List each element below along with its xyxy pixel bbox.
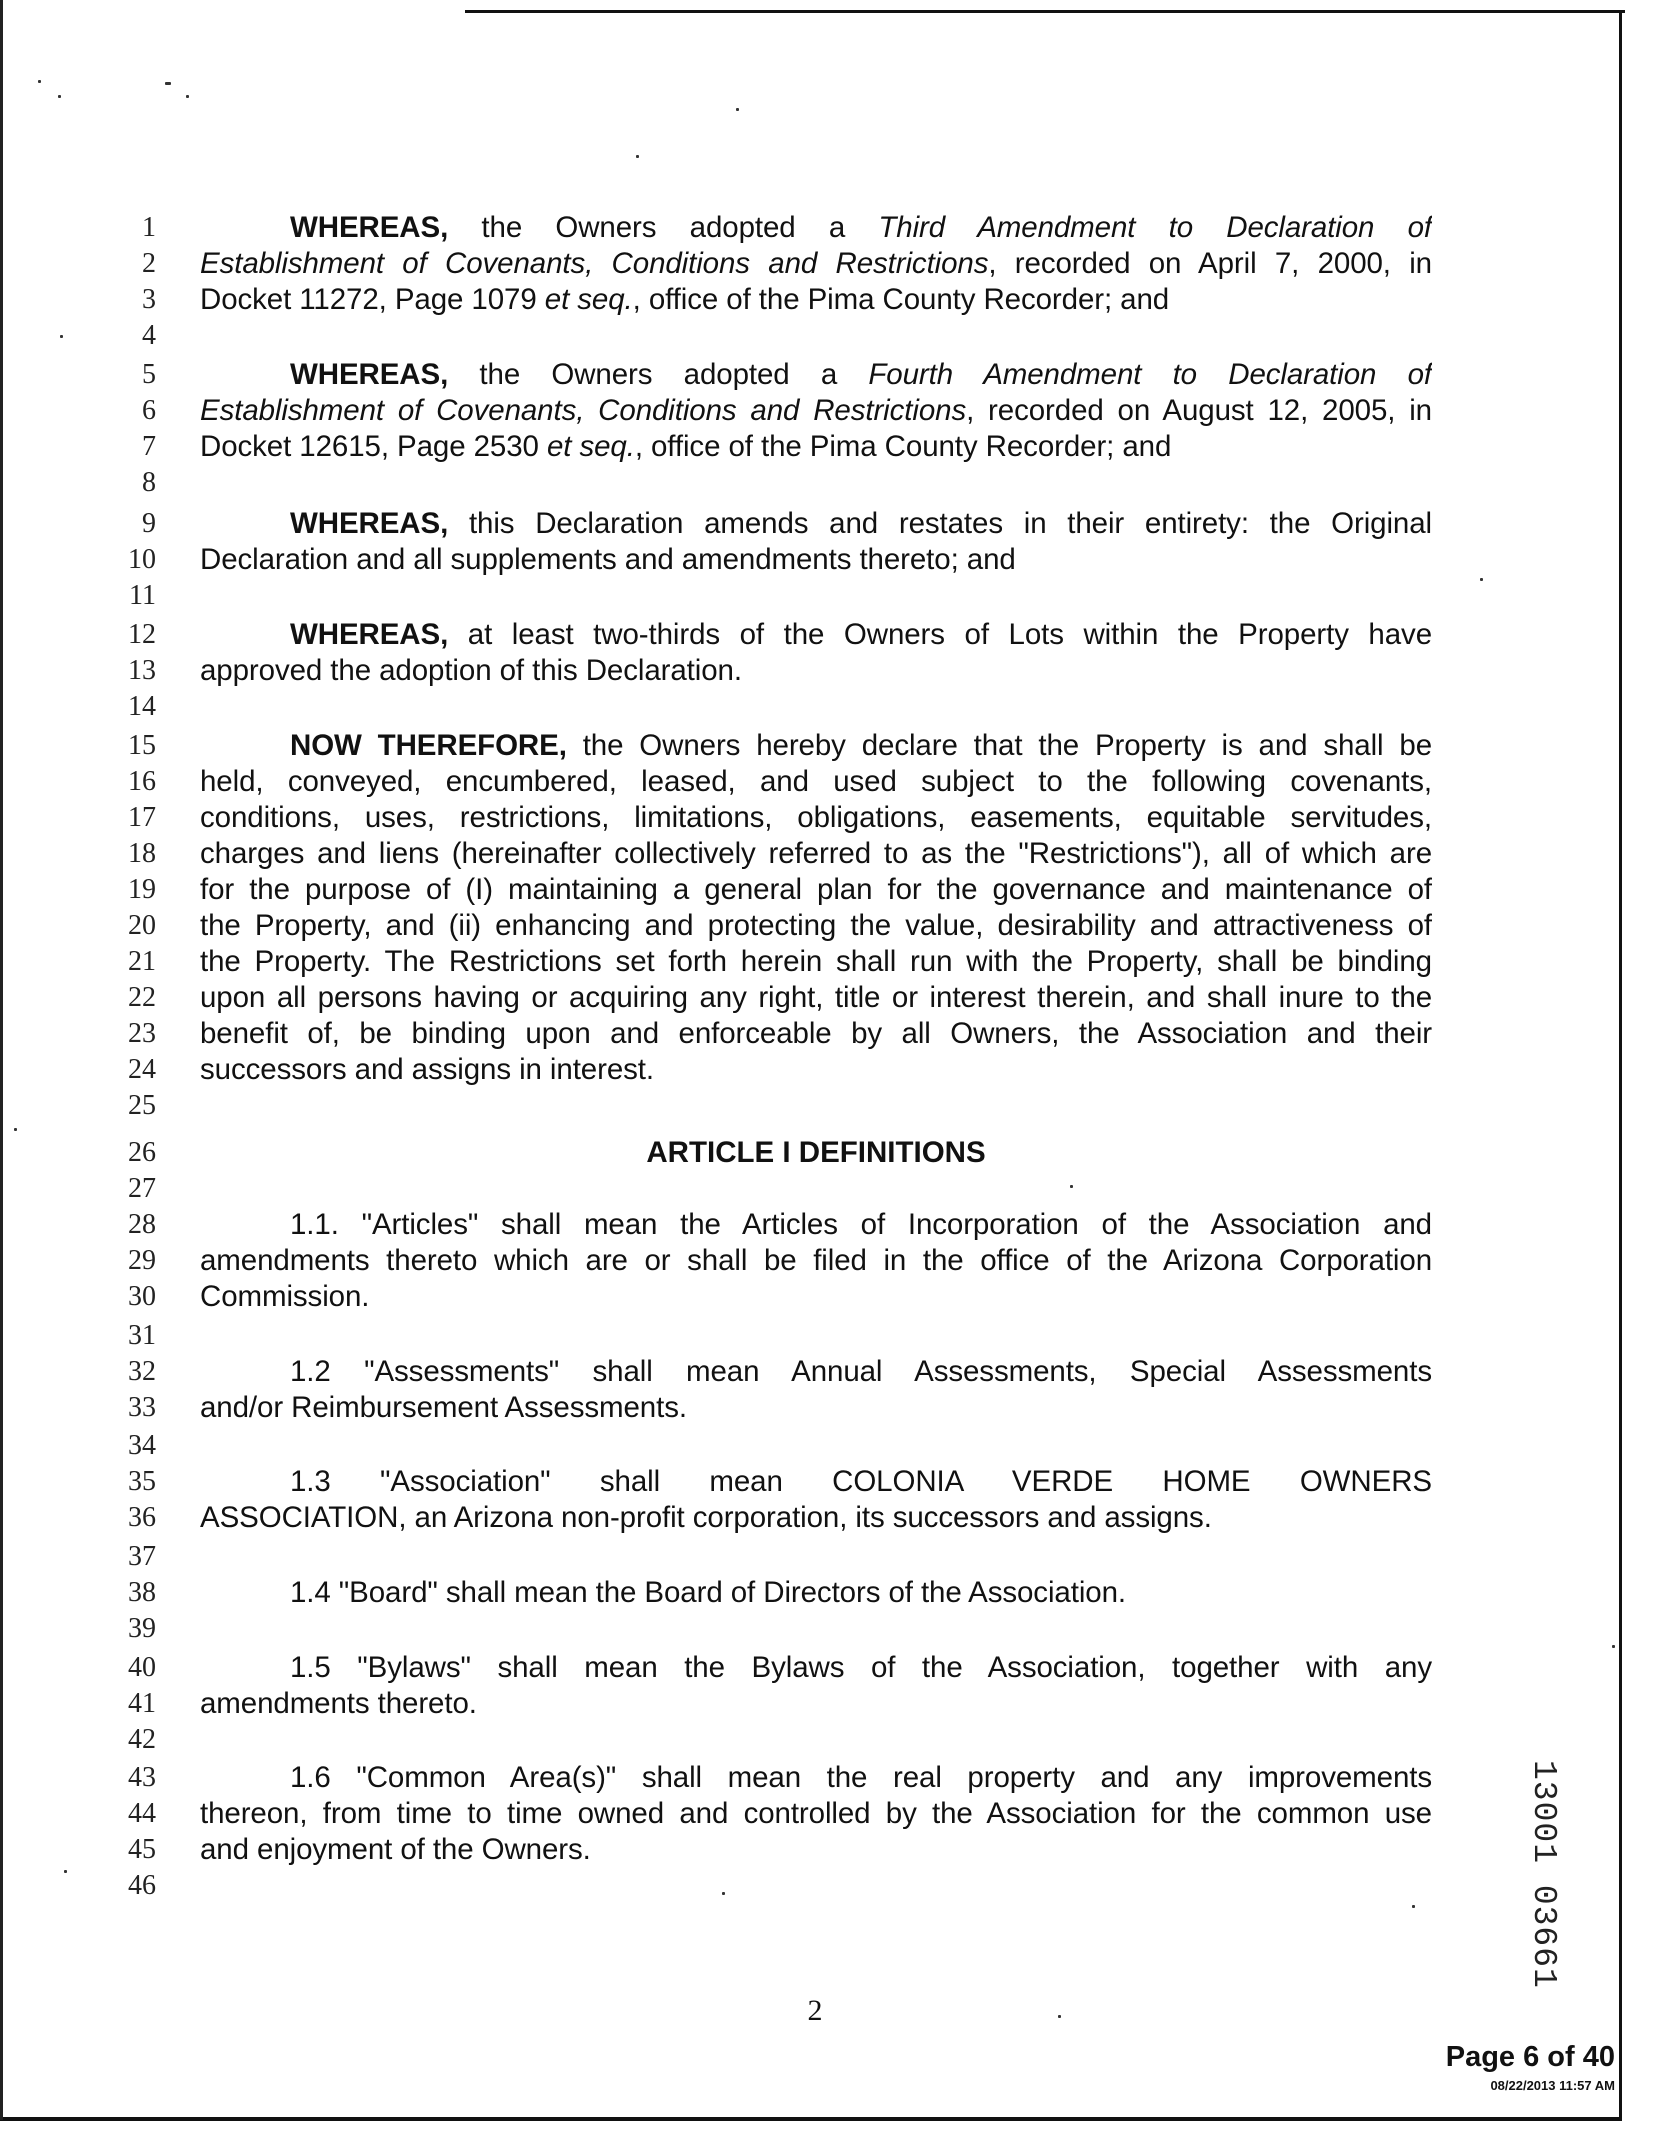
definition-articles-line: 1.1. "Articles" shall mean the Articles of Incorporation of the Association and [290, 1208, 1432, 1241]
recital-fourth-amendment-line: Establishment of Covenants, Conditions and Restrictions, recorded on August 12, 2005, in [200, 394, 1432, 427]
docket-stamp: 13001 03661 [1525, 1760, 1562, 1989]
line-number: 21 [128, 946, 156, 977]
line-number: 14 [128, 691, 156, 722]
declaration-line: the Property. The Restrictions set forth herein shall run with the Property, shall be binding [200, 945, 1432, 978]
recital-restatement-line: WHEREAS, this Declaration amends and restates in their entirety: the Original [290, 507, 1432, 540]
scan-speck [1058, 2015, 1061, 2018]
article-heading: ARTICLE I DEFINITIONS [646, 1136, 986, 1169]
recital-approval-line: approved the adoption of this Declaration. [200, 654, 742, 687]
line-number: 33 [128, 1392, 156, 1423]
declaration-line: benefit of, be binding upon and enforceable by all Owners, the Association and their [200, 1017, 1432, 1050]
line-number: 11 [129, 580, 156, 611]
declaration-line: NOW THEREFORE, the Owners hereby declare that the Property is and shall be [290, 729, 1432, 762]
declaration-line: successors and assigns in interest. [200, 1053, 654, 1086]
line-number: 22 [128, 982, 156, 1013]
line-number: 35 [128, 1466, 156, 1497]
definition-bylaws-line: amendments thereto. [200, 1687, 477, 1720]
definition-assessments-line: and/or Reimbursement Assessments. [200, 1391, 687, 1424]
line-number: 31 [128, 1320, 156, 1351]
scan-border-left [0, 0, 3, 2120]
line-number: 27 [128, 1173, 156, 1204]
scan-speck [1480, 578, 1483, 581]
line-number: 15 [128, 730, 156, 761]
definition-board-line: 1.4 "Board" shall mean the Board of Directors of the Association. [290, 1576, 1126, 1609]
line-number: 3 [142, 284, 156, 315]
scan-speck [64, 1870, 67, 1873]
page-number: 2 [807, 1994, 823, 2027]
recital-restatement-line: Declaration and all supplements and amendments thereto; and [200, 543, 1016, 576]
definition-bylaws-line: 1.5 "Bylaws" shall mean the Bylaws of the Association, together with any [290, 1651, 1432, 1684]
scan-speck [1612, 1645, 1615, 1648]
scan-speck [636, 155, 639, 158]
scan-speck [38, 80, 41, 83]
line-number: 41 [128, 1688, 156, 1719]
scan-speck [60, 335, 63, 338]
line-number: 38 [128, 1577, 156, 1608]
line-number: 37 [128, 1541, 156, 1572]
scan-speck [1412, 1905, 1415, 1908]
scan-speck [186, 95, 189, 98]
scan-border-bottom [0, 2117, 1622, 2121]
line-number: 43 [128, 1762, 156, 1793]
line-number: 26 [128, 1137, 156, 1168]
declaration-line: charges and liens (hereinafter collectively referred to as the "Restrictions"), all of which are [200, 837, 1432, 870]
declaration-line: upon all persons having or acquiring any right, title or interest therein, and shall inure to the [200, 981, 1432, 1014]
line-number: 6 [142, 395, 156, 426]
declaration-line: the Property, and (ii) enhancing and protecting the value, desirability and attractiveness of [200, 909, 1432, 942]
scan-border-top [465, 10, 1625, 13]
line-number: 9 [142, 508, 156, 539]
scan-speck [165, 82, 171, 85]
line-number: 39 [128, 1613, 156, 1644]
declaration-line: held, conveyed, encumbered, leased, and used subject to the following covenants, [200, 765, 1432, 798]
line-number: 45 [128, 1834, 156, 1865]
line-number: 8 [142, 467, 156, 498]
recital-third-amendment-line: Establishment of Covenants, Conditions and Restrictions, recorded on April 7, 2000, in [200, 247, 1432, 280]
definition-common-area-line: and enjoyment of the Owners. [200, 1833, 591, 1866]
line-number: 28 [128, 1209, 156, 1240]
definition-common-area-line: 1.6 "Common Area(s)" shall mean the real property and any improvements [290, 1761, 1432, 1794]
recital-third-amendment-line: Docket 11272, Page 1079 et seq., office of the Pima County Recorder; and [200, 283, 1170, 316]
recital-fourth-amendment-line: WHEREAS, the Owners adopted a Fourth Amendment to Declaration of [290, 358, 1432, 391]
declaration-line: for the purpose of (I) maintaining a general plan for the governance and maintenance of [200, 873, 1432, 906]
line-number: 24 [128, 1054, 156, 1085]
definition-articles-line: Commission. [200, 1280, 370, 1313]
line-number: 16 [128, 766, 156, 797]
definition-assessments-line: 1.2 "Assessments" shall mean Annual Assessments, Special Assessments [290, 1355, 1432, 1388]
scan-border-right [1619, 10, 1622, 2120]
line-number: 42 [128, 1724, 156, 1755]
line-number: 18 [128, 838, 156, 869]
line-number: 13 [128, 655, 156, 686]
line-number: 36 [128, 1502, 156, 1533]
recital-approval-line: WHEREAS, at least two-thirds of the Owners of Lots within the Property have [290, 618, 1432, 651]
line-number: 5 [142, 359, 156, 390]
line-number: 2 [142, 248, 156, 279]
line-number: 30 [128, 1281, 156, 1312]
line-number: 23 [128, 1018, 156, 1049]
line-number: 12 [128, 619, 156, 650]
declaration-line: conditions, uses, restrictions, limitations, obligations, easements, equitable servitudes, [200, 801, 1432, 834]
scan-speck [722, 1892, 725, 1895]
definition-association-line: ASSOCIATION, an Arizona non-profit corporation, its successors and assigns. [200, 1501, 1212, 1534]
line-number: 7 [142, 431, 156, 462]
scan-speck [736, 108, 739, 111]
scan-speck [58, 95, 61, 98]
line-number: 40 [128, 1652, 156, 1683]
recorder-page-count: Page 6 of 40 [1445, 2041, 1615, 2073]
line-number: 34 [128, 1430, 156, 1461]
line-number: 20 [128, 910, 156, 941]
line-number: 32 [128, 1356, 156, 1387]
line-number: 29 [128, 1245, 156, 1276]
definition-articles-line: amendments thereto which are or shall be filed in the office of the Arizona Corporation [200, 1244, 1432, 1277]
line-number: 25 [128, 1090, 156, 1121]
definition-common-area-line: thereon, from time to time owned and controlled by the Association for the common use [200, 1797, 1432, 1830]
recorder-timestamp: 08/22/2013 11:57 AM [1490, 2078, 1615, 2093]
line-number: 19 [128, 874, 156, 905]
line-number: 1 [142, 212, 156, 243]
line-number: 17 [128, 802, 156, 833]
line-number: 44 [128, 1798, 156, 1829]
line-number: 4 [142, 320, 156, 351]
recital-fourth-amendment-line: Docket 12615, Page 2530 et seq., office of the Pima County Recorder; and [200, 430, 1172, 463]
line-number: 46 [128, 1870, 156, 1901]
scan-speck [1070, 1185, 1073, 1188]
scan-speck [14, 1128, 17, 1131]
line-number: 10 [128, 544, 156, 575]
recital-third-amendment-line: WHEREAS, the Owners adopted a Third Amendment to Declaration of [290, 211, 1432, 244]
definition-association-line: 1.3 "Association" shall mean COLONIA VERDE HOME OWNERS [290, 1465, 1432, 1498]
